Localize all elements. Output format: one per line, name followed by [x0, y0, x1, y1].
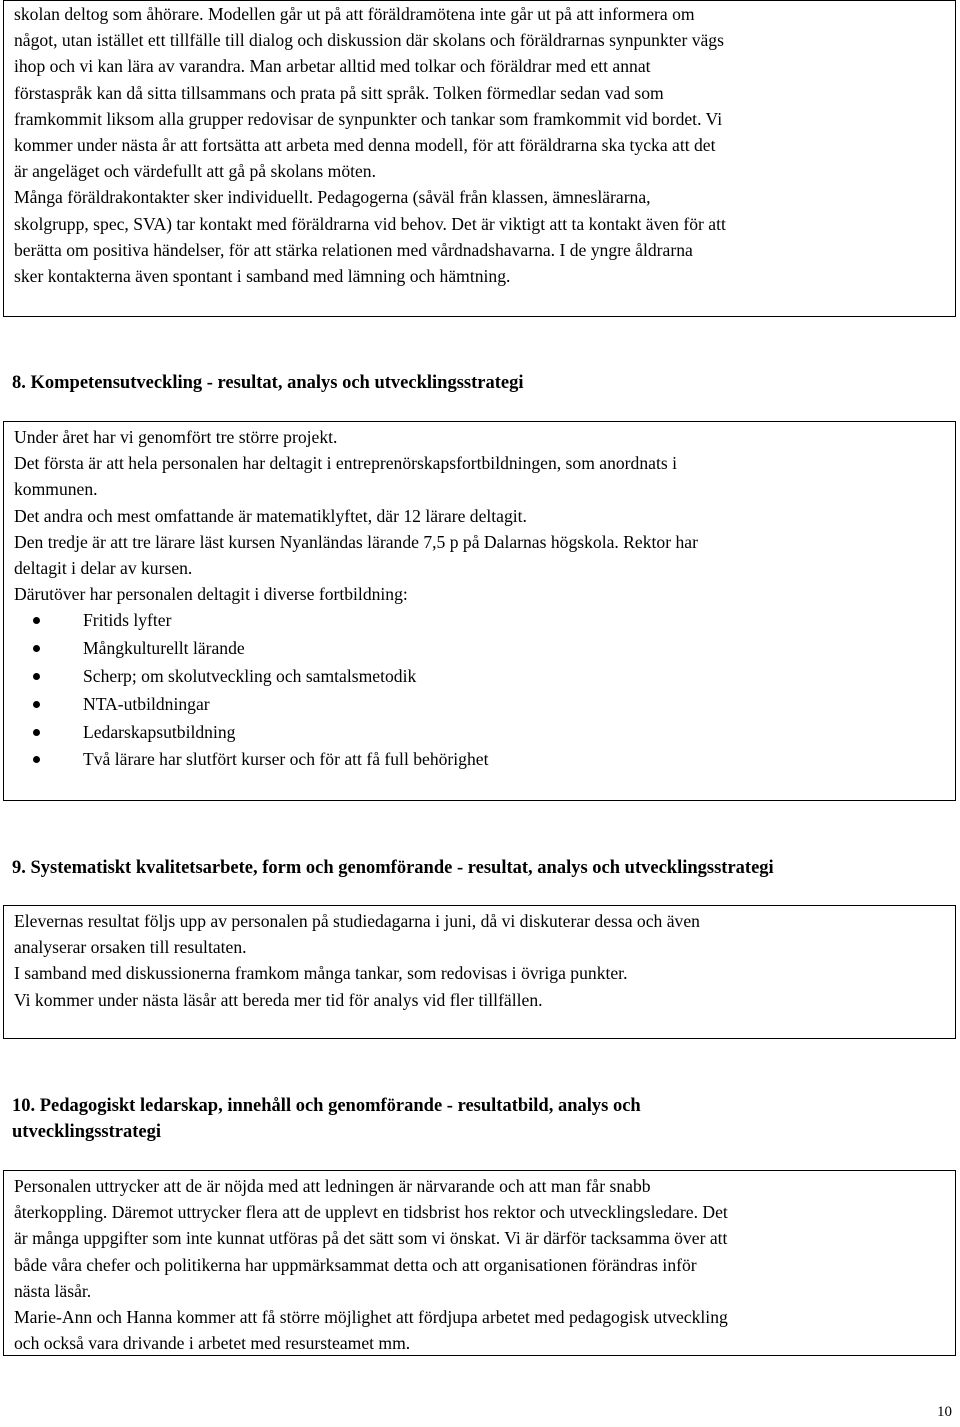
- text-line: Det andra och mest omfattande är matematiklyftet, där 12 lärare deltagit.: [14, 505, 527, 526]
- text-line: framkommit liksom alla grupper redovisar de synpunkter och tankar som framkommit vid bordet. Vi: [14, 108, 723, 129]
- text-line: Det första är att hela personalen har deltagit i entreprenörskapsfortbildningen, som anordnats i: [14, 453, 677, 474]
- text-box-quality-work: [3, 905, 956, 1039]
- text-line: Personalen uttrycker att de är nöjda med att ledningen är närvarande och att man får snabb: [14, 1176, 651, 1196]
- text-line: Elevernas resultat följs upp av personalen på studiedagarna i juni, då vi diskuterar dessa och även: [14, 911, 700, 931]
- text-line: är många uppgifter som inte kunnat utföras på det sätt som vi önskat. Vi är därför tacksamma över att: [14, 1228, 728, 1249]
- text-line: sker kontakterna även spontant i samband med lämning och hämtning.: [14, 266, 511, 287]
- list-item: [14, 719, 947, 747]
- list-item: [14, 663, 947, 691]
- section-heading-8: 8. Kompetensutveckling - resultat, analys och utvecklingsstrategi: [12, 373, 524, 393]
- training-list: [14, 607, 947, 774]
- bullet-icon: [33, 701, 40, 708]
- list-item: [14, 746, 947, 774]
- text-line: är angeläget och värdefullt att gå på skolans möten.: [14, 161, 377, 182]
- heading-line: utvecklingsstrategi: [12, 1122, 162, 1142]
- text-box-parent-contacts: [3, 0, 956, 317]
- text-line: Därutöver har personalen deltagit i diverse fortbildning:: [14, 584, 408, 605]
- text-line: ihop och vi kan lära av varandra. Man arbetar alltid med tolkar och föräldrar med ett annat: [14, 56, 651, 77]
- heading-line: 10. Pedagogiskt ledarskap, innehåll och genomförande - resultatbild, analys och: [12, 1096, 641, 1116]
- bullet-icon: [33, 617, 40, 624]
- text-line: Vi kommer under nästa läsår att bereda mer tid för analys vid fler tillfällen.: [14, 989, 543, 1010]
- text-box-competence: [3, 421, 956, 801]
- text-line: förstaspråk kan då sitta tillsammans och prata på sitt språk. Tolken förmedlar sedan vad som: [14, 82, 664, 103]
- text-line: Marie-Ann och Hanna kommer att få större möjlighet att fördjupa arbetet med pedagogisk utveckling: [14, 1307, 728, 1328]
- list-item: [14, 691, 947, 719]
- text-line: skolan deltog som åhörare. Modellen går ut på att föräldramötena inte går ut på att informera om: [14, 4, 695, 24]
- list-item-label: Två lärare har slutfört kurser och för att få full behörighet: [83, 749, 489, 770]
- list-item-label: Scherp; om skolutveckling och samtalsmetodik: [83, 666, 417, 687]
- text-line: Många föräldrakontakter sker individuellt. Pedagogerna (såväl från klassen, ämneslärarna,: [14, 187, 651, 208]
- text-line: nästa läsår.: [14, 1280, 92, 1301]
- text-line: skolgrupp, spec, SVA) tar kontakt med föräldrarna vid behov. Det är viktigt att ta kontakt även för att: [14, 213, 726, 234]
- list-item-label: Ledarskapsutbildning: [83, 721, 236, 742]
- text-line: och också vara drivande i arbetet med resursteamet mm.: [14, 1333, 411, 1354]
- text-line: deltagit i delar av kursen.: [14, 558, 193, 579]
- list-item-label: NTA-utbildningar: [83, 693, 210, 714]
- text-line: kommer under nästa år att fortsätta att arbeta med denna modell, för att föräldrarna ska tycka att det: [14, 135, 716, 156]
- bullet-icon: [33, 645, 40, 652]
- section-heading-10: [12, 1093, 641, 1145]
- bullet-icon: [33, 756, 40, 763]
- text-line: kommunen.: [14, 479, 98, 500]
- text-line: Under året har vi genomfört tre större projekt.: [14, 427, 338, 447]
- text-line: analyserar orsaken till resultaten.: [14, 937, 247, 958]
- list-item-label: Fritids lyfter: [83, 610, 172, 631]
- text-line: återkoppling. Däremot uttrycker flera att de upplevt en tidsbrist hos rektor och utvecklingsledare. Det: [14, 1202, 728, 1223]
- bullet-icon: [33, 729, 40, 736]
- page-number: 10: [937, 1404, 952, 1420]
- text-line: något, utan istället ett tillfälle till dialog och diskussion där skolans och föräldrarnas synpunkter vägs: [14, 30, 724, 51]
- bullet-icon: [33, 673, 40, 680]
- text-line: berätta om positiva händelser, för att stärka relationen med vårdnadshavarna. I de yngre åldrarna: [14, 239, 693, 260]
- text-line: både våra chefer och politikerna har uppmärksammat detta och att organisationen förändras inför: [14, 1254, 697, 1275]
- text-line: Den tredje är att tre lärare läst kursen Nyanländas lärande 7,5 p på Dalarnas högskola. Rektor har: [14, 531, 698, 552]
- section-heading-9: 9. Systematiskt kvalitetsarbete, form och genomförande - resultat, analys och utvecklingsstrategi: [12, 858, 774, 878]
- text-line: I samband med diskussionerna framkom många tankar, som redovisas i övriga punkter.: [14, 963, 628, 984]
- list-item: [14, 635, 947, 663]
- list-item-label: Mångkulturellt lärande: [83, 638, 245, 659]
- text-box-leadership: [3, 1170, 956, 1356]
- list-item: [14, 607, 947, 635]
